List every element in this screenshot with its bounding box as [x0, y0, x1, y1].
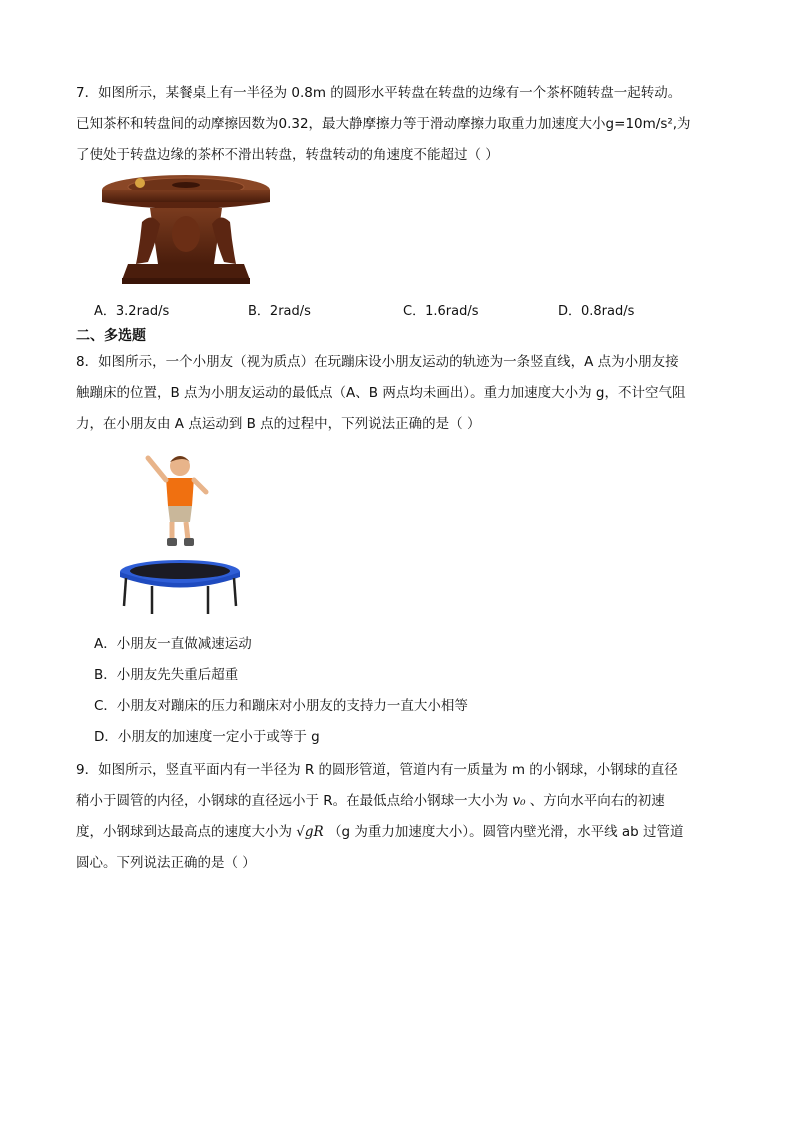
q7-option-d[interactable]: D．0.8rad/s — [558, 304, 635, 319]
question-9-line-1: 9．如图所示，竖直平面内有一半径为 R 的圆形管道，管道内有一质量为 m 的小钢球，小钢球的直径 — [76, 762, 678, 778]
sqrt-gr-expression: √gR — [296, 824, 324, 840]
v0-symbol: v₀ — [512, 793, 526, 809]
question-7-line-3: 了使处于转盘边缘的茶杯不滑出转盘，转盘转动的角速度不能超过（ ） — [76, 147, 499, 163]
question-9-line-2: 稍小于圆管的内径，小钢球的直径远小于 R。在最低点给小钢球一大小为 v₀ 、方向水平向右的初速 — [76, 793, 665, 809]
question-8 — [76, 347, 728, 440]
q8-option-d[interactable]: D．小朋友的加速度一定小于或等于 g — [94, 729, 320, 745]
question-8-line-3: 力，在小朋友由 A 点运动到 B 点的过程中，下列说法正确的是（ ） — [76, 416, 481, 432]
question-7-line-2: 已知茶杯和转盘间的动摩擦因数为0.32，最大静摩擦力等于滑动摩擦力取重力加速度大小g=10m/s²,为 — [76, 116, 691, 132]
question-9-line-4: 圆心。下列说法正确的是（ ） — [76, 855, 256, 871]
question-8-line-2: 触蹦床的位置，B 点为小朋友运动的最低点（A、B 两点均未画出）。重力加速度大小为 g，不计空气阻 — [76, 385, 686, 401]
q8-option-a[interactable]: A．小朋友一直做减速运动 — [94, 636, 252, 652]
section-title: 二、多选题 — [76, 328, 146, 344]
q8-option-b[interactable]: B．小朋友先失重后超重 — [94, 667, 239, 683]
dining-table-image — [100, 172, 272, 290]
trampoline-image — [118, 448, 242, 618]
question-8-line-1: 8．如图所示，一个小朋友（视为质点）在玩蹦床设小朋友运动的轨迹为一条竖直线，A 点为小朋友接 — [76, 354, 679, 370]
question-7 — [76, 78, 728, 171]
question-9-line-3: 度，小钢球到达最高点的速度大小为 √gR （g 为重力加速度大小）。圆管内壁光滑，水平线 ab 过管道 — [76, 824, 684, 840]
q8-option-c[interactable]: C．小朋友对蹦床的压力和蹦床对小朋友的支持力一直大小相等 — [94, 698, 468, 714]
question-7-line-1: 7．如图所示，某餐桌上有一半径为 0.8m 的圆形水平转盘在转盘的边缘有一个茶杯随转盘一起转动。 — [76, 85, 682, 101]
q7-option-a[interactable]: A．3.2rad/s — [94, 304, 170, 319]
q7-option-c[interactable]: C．1.6rad/s — [403, 304, 479, 319]
q7-option-b[interactable]: B．2rad/s — [248, 304, 311, 319]
question-9 — [76, 755, 728, 879]
